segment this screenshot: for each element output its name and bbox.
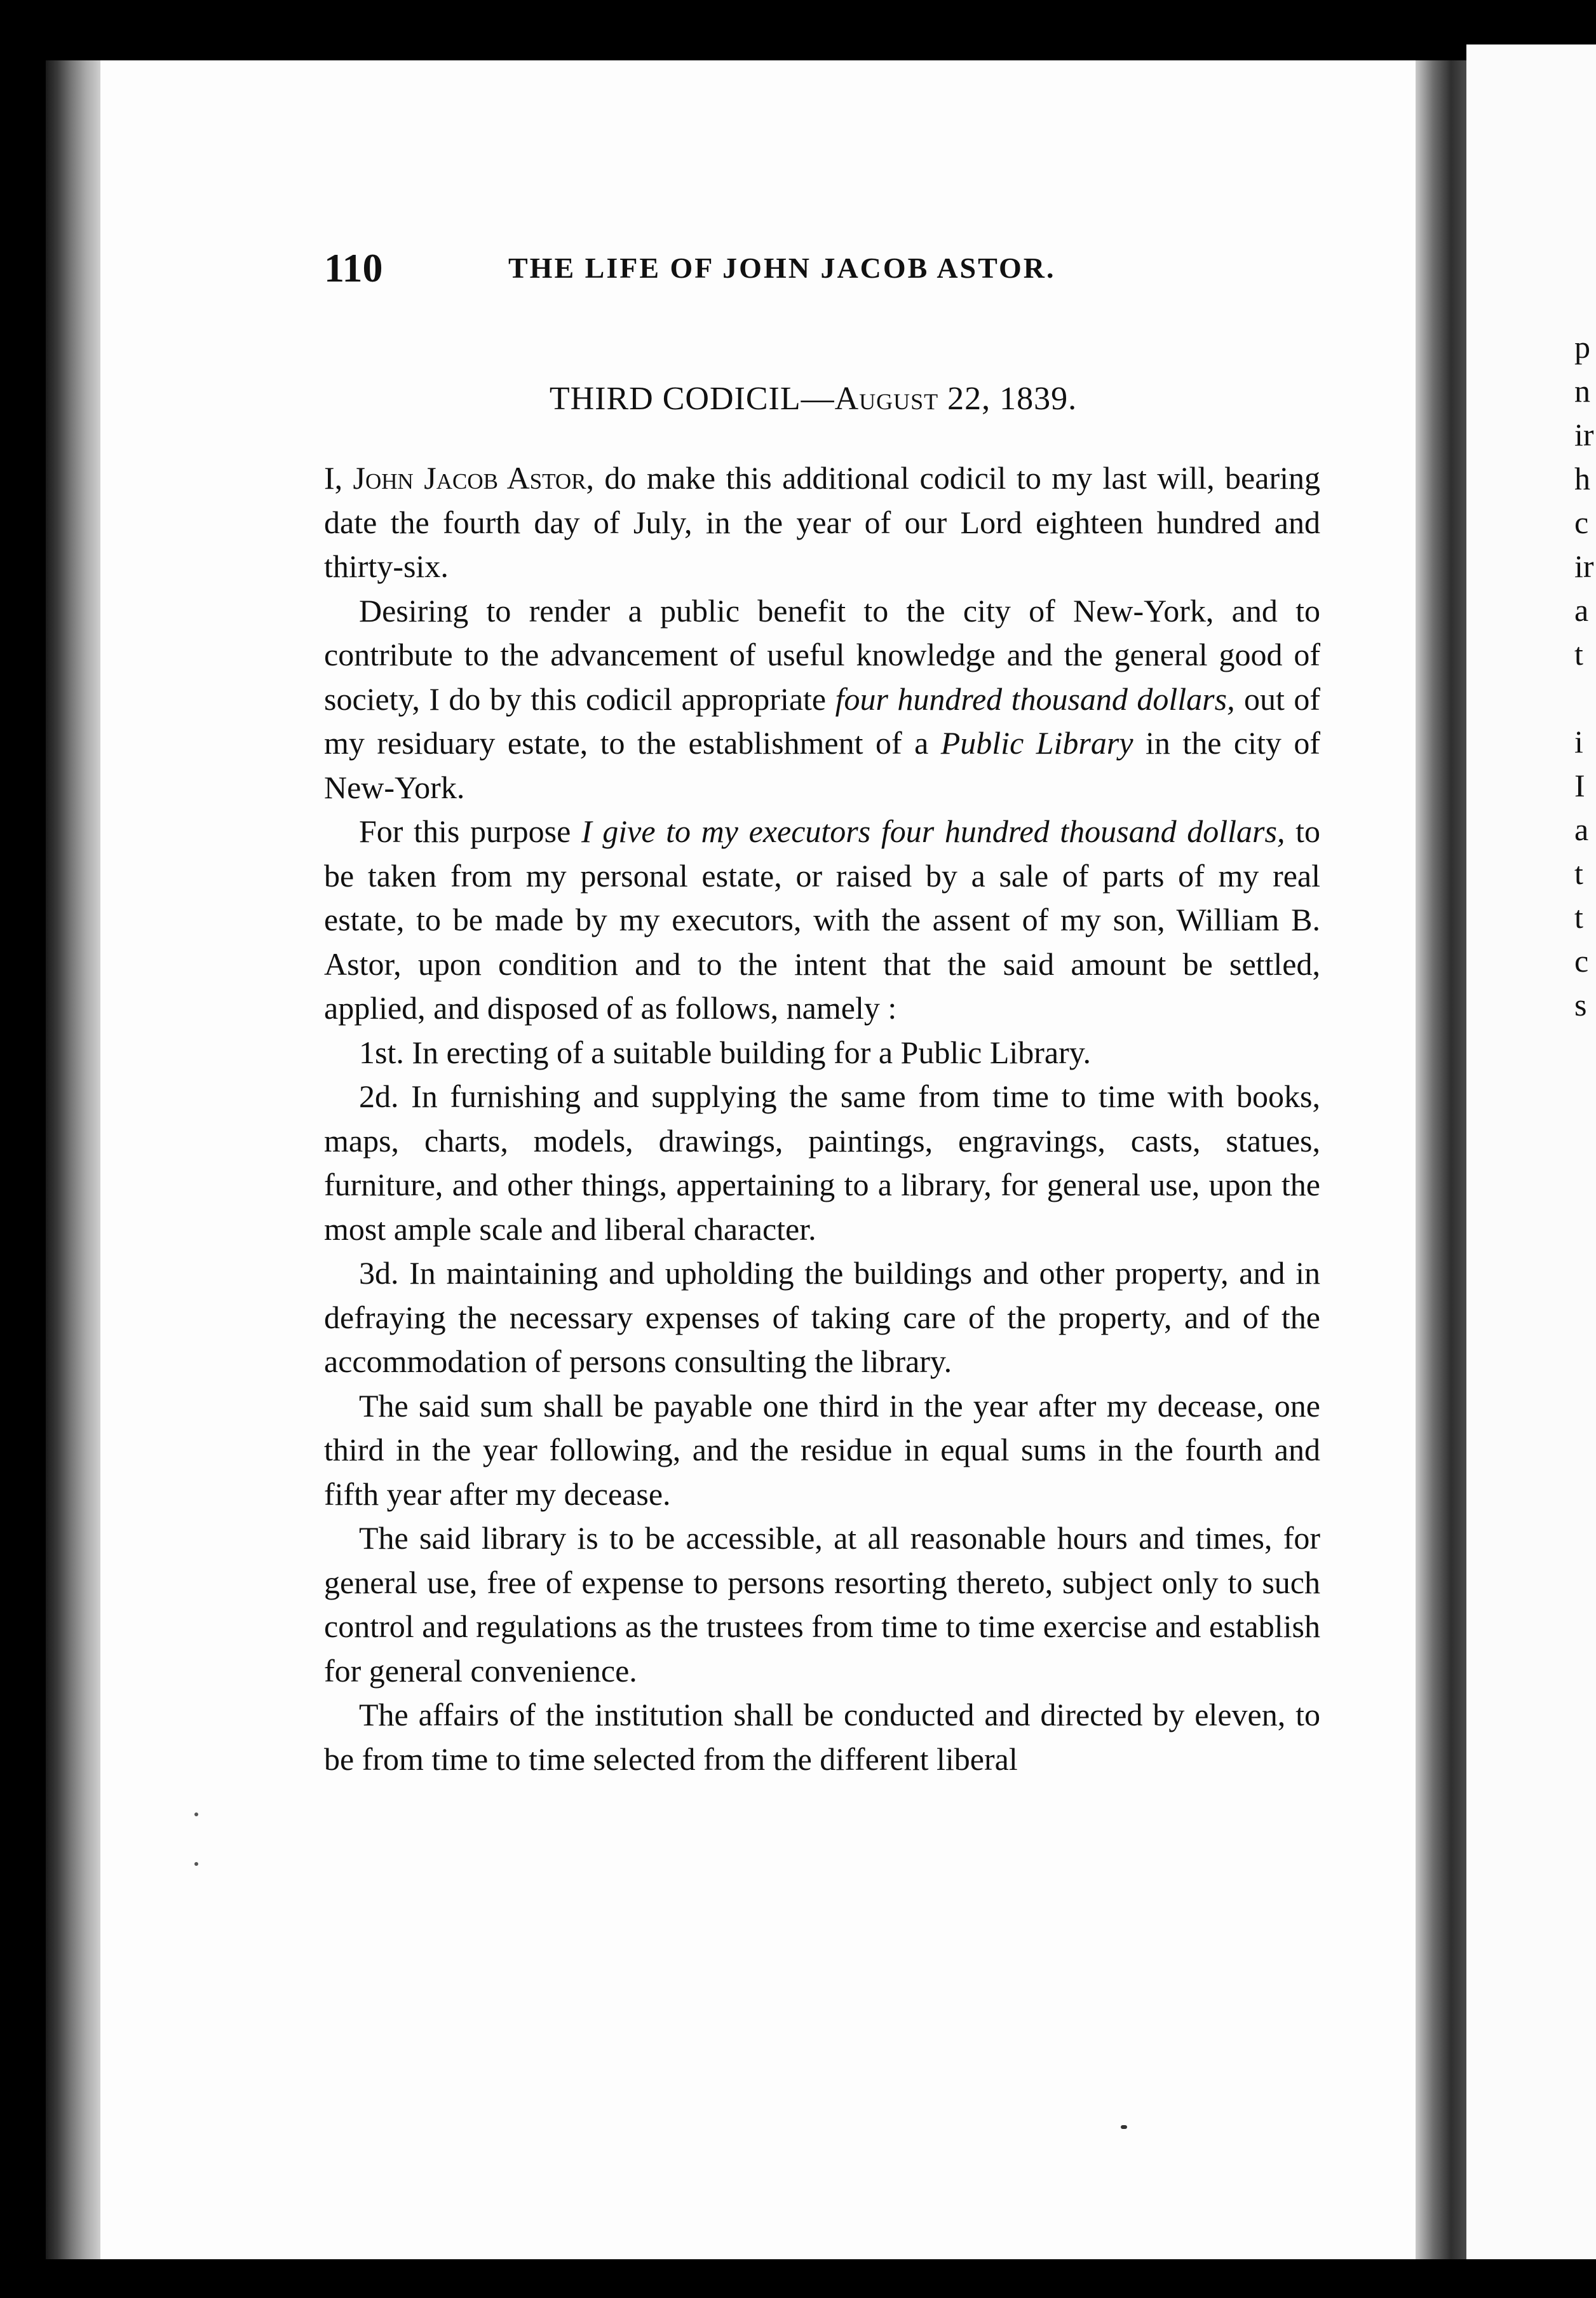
facing-page-text bbox=[1574, 325, 1596, 1027]
section-title bbox=[318, 380, 1309, 418]
section-title-month: August bbox=[834, 381, 939, 417]
paragraph-3 bbox=[324, 810, 1320, 1031]
section-title-main: THIRD CODICIL— bbox=[549, 381, 835, 417]
facing-page-letter: h bbox=[1574, 461, 1590, 496]
page-header bbox=[324, 245, 1315, 289]
running-title: THE LIFE OF JOHN JACOB ASTOR. bbox=[508, 252, 1056, 284]
paragraph-3-end: to be taken from my personal estate, or raised by a sale of parts of my real estate, to be made by my executors, with the assent of my son, William B. Astor, upon condition and to the intent that the said amount be settled, applied, and disposed of as follows, namely : bbox=[324, 813, 1321, 1026]
paragraph-7: The said sum shall be payable one third in the year after my decease, one third in the year following, and the residue in equal sums in the fourth and fifth year after my decease. bbox=[324, 1387, 1320, 1512]
facing-page-letter: t bbox=[1574, 636, 1583, 672]
paragraph-9: The affairs of the institution shall be conducted and directed by eleven, to be from time to time selected from the different liberal bbox=[324, 1697, 1320, 1777]
scan-border-top bbox=[0, 0, 1596, 60]
paragraph-2-middle: out of my residuary estate, to the establishment of a bbox=[324, 681, 1320, 761]
paragraph-list-item-3: 3d. In maintaining and upholding the buildings and other property, and in defraying the necessary expenses of taking care of the property, and of the accommodation of persons consulting the library. bbox=[324, 1255, 1320, 1379]
body-text bbox=[324, 456, 1320, 1781]
paragraph-2-start: Desiring to render a public benefit to the city of New-York, and to contribute to the advancement of useful knowledge and the general good of society, I do by this codicil appropriate bbox=[324, 592, 1320, 717]
scan-border-bottom bbox=[0, 2259, 1596, 2298]
facing-page-letter: ir bbox=[1574, 417, 1594, 452]
facing-page-letter: a bbox=[1574, 812, 1589, 847]
paragraph-1 bbox=[324, 456, 1320, 589]
paragraph-2-end: in the city of New-York. bbox=[324, 725, 1321, 805]
paragraph-3-emphasis: I give to my executors four hundred thousand dollars, bbox=[581, 813, 1285, 849]
paragraph-list-item-1: 1st. In erecting of a suitable building for a Public Library. bbox=[359, 1034, 1092, 1070]
facing-page-letter: p bbox=[1574, 329, 1590, 365]
paragraph-3-start: For this purpose bbox=[359, 813, 581, 849]
paragraph-8: The said library is to be accessible, at all reasonable hours and times, for general use, free of expense to persons resorting thereto, subject only to such control and regulations as the trustees from time to time exercise and establish for general convenience. bbox=[324, 1520, 1320, 1689]
paragraph-1-text: do make this additional codicil to my last will, bearing date the fourth day of July, in the year of our Lord eighteen hundred and thirty-six. bbox=[324, 460, 1320, 584]
paragraph-2-emphasis-amount: four hundred thousand dollars, bbox=[835, 681, 1235, 717]
scan-speck bbox=[1121, 2125, 1127, 2129]
facing-page-letter: ir bbox=[1574, 548, 1594, 584]
section-title-date: 22, 1839. bbox=[938, 381, 1078, 417]
facing-page-letter: I bbox=[1574, 768, 1585, 803]
facing-page-letter: i bbox=[1574, 724, 1583, 759]
facing-page-letter bbox=[1574, 676, 1596, 720]
book-edge-left bbox=[46, 60, 103, 2259]
facing-page-letter: s bbox=[1574, 987, 1587, 1023]
facing-page-letter: t bbox=[1574, 899, 1583, 935]
facing-page-letter: t bbox=[1574, 855, 1583, 891]
facing-page-letter: n bbox=[1574, 373, 1590, 409]
facing-page-letter: a bbox=[1574, 592, 1589, 628]
page-number: 110 bbox=[324, 245, 383, 290]
scan-speck bbox=[194, 1812, 198, 1816]
book-gutter bbox=[1416, 60, 1466, 2259]
paragraph-list-item-2: 2d. In furnishing and supplying the same from time to time with books, maps, charts, models, drawings, paintings, engravings, casts, statues, furniture, and other things, appertaining to a library, for general use, upon the most ample scale and liberal character. bbox=[324, 1078, 1320, 1247]
testator-name: I, John Jacob Astor, bbox=[324, 460, 595, 496]
paragraph-2-emphasis-library: Public Library bbox=[940, 725, 1133, 761]
paragraph-2 bbox=[324, 589, 1320, 810]
facing-page-letter: c bbox=[1574, 505, 1589, 540]
scan-speck bbox=[194, 1862, 198, 1866]
facing-page-letter: c bbox=[1574, 943, 1589, 979]
